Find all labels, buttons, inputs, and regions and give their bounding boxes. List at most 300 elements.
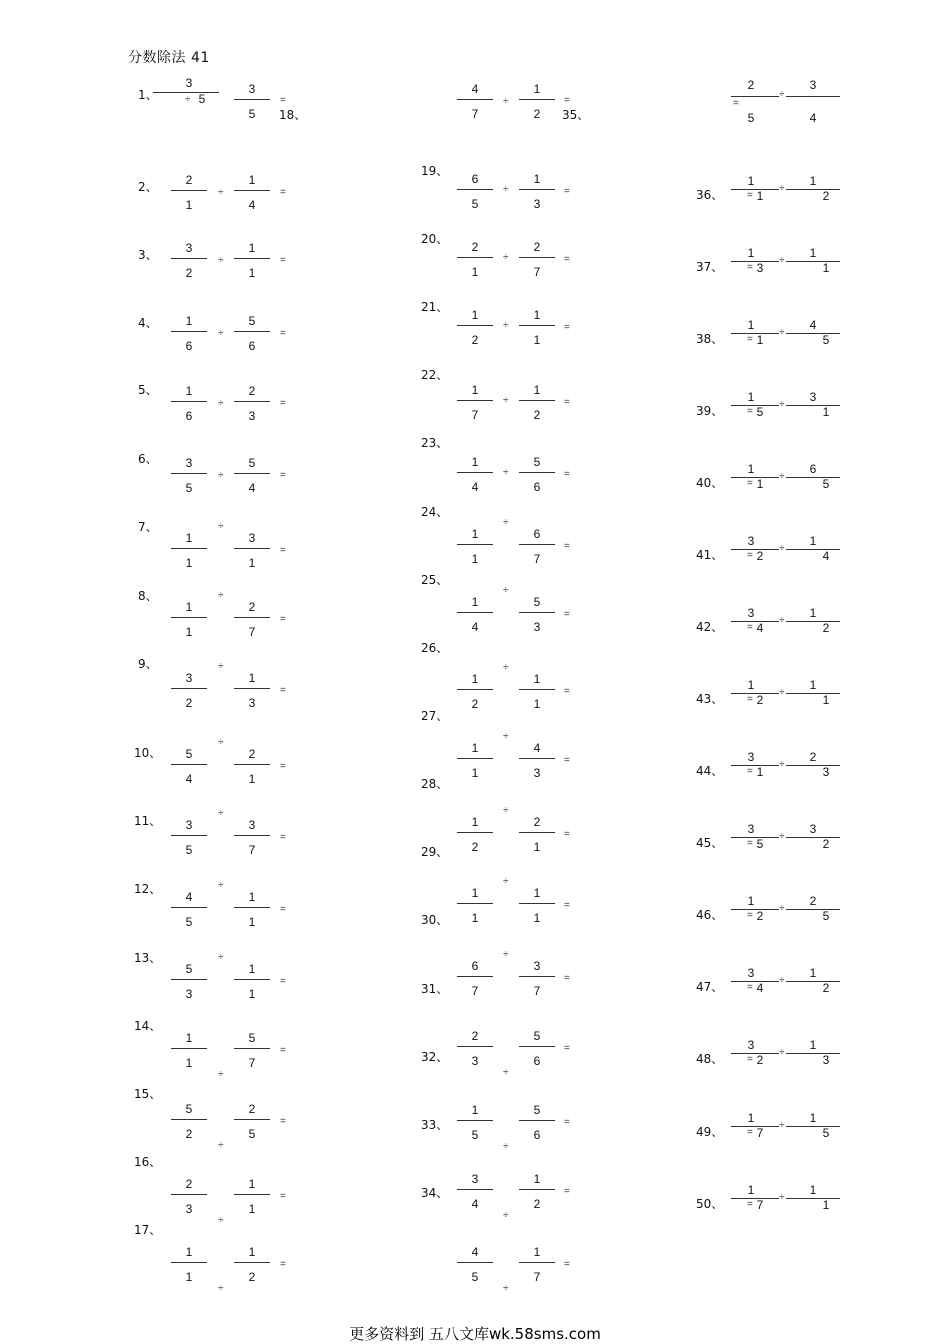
numerator: 3 (185, 671, 193, 685)
fraction-bar (786, 96, 840, 97)
equals-sign: = (564, 1043, 570, 1054)
denominator: 5 (822, 333, 830, 347)
numerator: 2 (471, 1029, 479, 1043)
problem-number: 11、 (134, 814, 162, 828)
numerator: 2 (185, 1177, 193, 1191)
denominator: 6 (248, 339, 256, 353)
numerator: 1 (185, 531, 193, 545)
numerator: 4 (533, 741, 541, 755)
equals-sign: = (564, 609, 570, 620)
denominator: 1 (533, 697, 541, 711)
numerator: 3 (747, 534, 755, 548)
numerator: 1 (471, 595, 479, 609)
equals-sign: = (564, 1117, 570, 1128)
denominator: 7 (248, 843, 256, 857)
division-sign: ÷ (503, 805, 509, 816)
denominator: 2 (185, 696, 193, 710)
equals-sign: = (280, 1116, 286, 1127)
denominator: 5 (471, 1128, 479, 1142)
numerator: 1 (747, 174, 755, 188)
equals-sign: = (564, 95, 570, 106)
equals-sign: = (564, 1259, 570, 1270)
division-sign: ÷ (503, 1210, 509, 1221)
numerator: 2 (248, 1102, 256, 1116)
problem-number: 29、 (421, 845, 449, 859)
problem-number: 27、 (421, 709, 449, 723)
division-sign: ÷ (218, 398, 224, 409)
fraction-bar (519, 400, 555, 401)
division-sign: ÷ (779, 903, 785, 914)
numerator: 1 (248, 671, 256, 685)
equals-sign: = (280, 187, 286, 198)
denominator: 3 (248, 696, 256, 710)
equals-sign: = (747, 334, 753, 345)
problem-number: 26、 (421, 641, 449, 655)
numerator: 6 (471, 172, 479, 186)
denominator: 2 (822, 837, 830, 851)
equals-sign: = (747, 550, 753, 561)
problem-number: 31、 (421, 982, 449, 996)
numerator: 1 (533, 886, 541, 900)
denominator: 7 (756, 1198, 764, 1212)
numerator: 1 (533, 82, 541, 96)
equals-sign: = (564, 755, 570, 766)
numerator: 1 (533, 308, 541, 322)
denominator: 1 (248, 915, 256, 929)
numerator: 1 (248, 173, 256, 187)
numerator: 5 (533, 595, 541, 609)
division-sign: ÷ (503, 731, 509, 742)
fraction-bar (519, 1262, 555, 1263)
fraction-bar (234, 1048, 270, 1049)
equals-sign: = (564, 186, 570, 197)
denominator: 5 (248, 1127, 256, 1141)
equals-sign: = (747, 190, 753, 201)
denominator: 3 (185, 987, 193, 1001)
problem-number: 35、 (562, 108, 590, 122)
equals-sign: = (564, 1186, 570, 1197)
numerator: 1 (533, 172, 541, 186)
division-sign: ÷ (218, 328, 224, 339)
division-sign: ÷ (218, 1140, 224, 1151)
numerator: 5 (185, 962, 193, 976)
fraction-bar (457, 1046, 493, 1047)
numerator: 1 (747, 894, 755, 908)
denominator: 7 (248, 1056, 256, 1070)
numerator: 1 (248, 962, 256, 976)
division-sign: ÷ (779, 1192, 785, 1203)
fraction-bar (234, 99, 270, 100)
denominator: 7 (756, 1126, 764, 1140)
denominator: 5 (756, 405, 764, 419)
problem-number: 19、 (421, 164, 449, 178)
denominator: 3 (533, 766, 541, 780)
numerator: 1 (471, 455, 479, 469)
denominator: 1 (822, 1198, 830, 1212)
equals-sign: = (564, 397, 570, 408)
denominator: 1 (471, 911, 479, 925)
problem-number: 23、 (421, 436, 449, 450)
denominator: 5 (822, 909, 830, 923)
division-sign: ÷ (779, 399, 785, 410)
fraction-bar (171, 764, 207, 765)
equals-sign: = (733, 98, 739, 109)
numerator: 3 (185, 76, 193, 90)
fraction-bar (171, 473, 207, 474)
fraction-bar (234, 617, 270, 618)
denominator: 4 (471, 1197, 479, 1211)
equals-sign: = (280, 685, 286, 696)
equals-sign: = (747, 262, 753, 273)
fraction-bar (519, 1120, 555, 1121)
division-sign: ÷ (218, 880, 224, 891)
denominator: 5 (185, 481, 193, 495)
numerator: 4 (809, 318, 817, 332)
division-sign: ÷ (503, 467, 509, 478)
fraction-bar (234, 1119, 270, 1120)
problem-number: 36、 (696, 188, 724, 202)
equals-sign: = (280, 1191, 286, 1202)
problem-number: 20、 (421, 232, 449, 246)
division-sign: ÷ (503, 184, 509, 195)
denominator: 5 (747, 111, 755, 125)
fraction-bar (457, 400, 493, 401)
problem-number: 38、 (696, 332, 724, 346)
numerator: 3 (747, 966, 755, 980)
problem-number: 1、 (138, 88, 158, 102)
equals-sign: = (564, 829, 570, 840)
division-sign: ÷ (779, 759, 785, 770)
equals-sign: = (564, 541, 570, 552)
numerator: 3 (747, 606, 755, 620)
numerator: 2 (471, 240, 479, 254)
fraction-bar (234, 1262, 270, 1263)
numerator: 3 (185, 456, 193, 470)
denominator: 5 (185, 843, 193, 857)
problem-number: 48、 (696, 1052, 724, 1066)
numerator: 1 (747, 1183, 755, 1197)
numerator: 1 (471, 815, 479, 829)
division-sign: ÷ (779, 471, 785, 482)
denominator: 3 (533, 620, 541, 634)
fraction-bar (519, 1046, 555, 1047)
problem-number: 45、 (696, 836, 724, 850)
equals-sign: = (564, 973, 570, 984)
division-sign: ÷ (503, 949, 509, 960)
numerator: 1 (185, 1245, 193, 1259)
numerator: 1 (809, 1038, 817, 1052)
equals-sign: = (747, 982, 753, 993)
numerator: 1 (185, 600, 193, 614)
numerator: 2 (248, 384, 256, 398)
numerator: 1 (185, 314, 193, 328)
division-sign: ÷ (218, 590, 224, 601)
equals-sign: = (747, 1127, 753, 1138)
fraction-bar (457, 189, 493, 190)
division-sign: ÷ (503, 1141, 509, 1152)
fraction-bar (234, 548, 270, 549)
numerator: 1 (533, 1245, 541, 1259)
problem-number: 43、 (696, 692, 724, 706)
problem-number: 24、 (421, 505, 449, 519)
problem-number: 14、 (134, 1019, 162, 1033)
equals-sign: = (280, 976, 286, 987)
problem-number: 15、 (134, 1087, 162, 1101)
numerator: 5 (533, 455, 541, 469)
denominator: 1 (471, 766, 479, 780)
problem-number: 13、 (134, 951, 162, 965)
numerator: 3 (185, 241, 193, 255)
denominator: 1 (822, 261, 830, 275)
denominator: 7 (471, 107, 479, 121)
denominator: 5 (185, 915, 193, 929)
denominator: 6 (533, 1128, 541, 1142)
numerator: 3 (747, 750, 755, 764)
denominator: 2 (471, 697, 479, 711)
denominator: 2 (471, 840, 479, 854)
denominator: 4 (185, 772, 193, 786)
fraction-bar (171, 1119, 207, 1120)
fraction-bar (234, 258, 270, 259)
denominator: 7 (471, 408, 479, 422)
problem-number: 34、 (421, 1186, 449, 1200)
numerator: 1 (809, 174, 817, 188)
denominator: 6 (185, 339, 193, 353)
division-sign: ÷ (503, 252, 509, 263)
division-sign: ÷ (503, 662, 509, 673)
equals-sign: = (564, 322, 570, 333)
denominator: 2 (756, 693, 764, 707)
fraction-bar (234, 835, 270, 836)
denominator: 1 (185, 556, 193, 570)
equals-sign: = (280, 398, 286, 409)
fraction-bar (171, 190, 207, 191)
numerator: 5 (248, 1031, 256, 1045)
problem-number: 18、 (279, 108, 307, 122)
equals-sign: = (747, 766, 753, 777)
fraction-bar (171, 1048, 207, 1049)
division-sign: ÷ (185, 94, 191, 105)
fraction-bar (457, 544, 493, 545)
problem-number: 32、 (421, 1050, 449, 1064)
fraction-bar (171, 835, 207, 836)
fraction-bar (519, 544, 555, 545)
numerator: 3 (809, 822, 817, 836)
numerator: 1 (533, 1172, 541, 1186)
numerator: 2 (533, 815, 541, 829)
fraction-bar (731, 96, 779, 97)
fraction-bar (457, 1189, 493, 1190)
denominator: 4 (471, 480, 479, 494)
denominator: 4 (822, 549, 830, 563)
fraction-bar (234, 401, 270, 402)
fraction-bar (519, 612, 555, 613)
division-sign: ÷ (503, 96, 509, 107)
fraction-bar (519, 472, 555, 473)
denominator: 1 (756, 333, 764, 347)
problem-number: 9、 (138, 657, 158, 671)
problem-number: 39、 (696, 404, 724, 418)
division-sign: ÷ (218, 661, 224, 672)
division-sign: ÷ (779, 543, 785, 554)
equals-sign: = (280, 95, 286, 106)
denominator: 2 (185, 1127, 193, 1141)
denominator: 5 (822, 1126, 830, 1140)
denominator: 5 (248, 107, 256, 121)
numerator: 1 (248, 1245, 256, 1259)
equals-sign: = (747, 478, 753, 489)
denominator: 6 (185, 409, 193, 423)
division-sign: ÷ (218, 737, 224, 748)
fraction-bar (234, 907, 270, 908)
numerator: 1 (747, 462, 755, 476)
equals-sign: = (280, 328, 286, 339)
numerator: 6 (471, 959, 479, 973)
denominator: 2 (533, 107, 541, 121)
denominator: 3 (248, 409, 256, 423)
fraction-bar (519, 99, 555, 100)
denominator: 1 (185, 198, 193, 212)
division-sign: ÷ (218, 187, 224, 198)
numerator: 6 (809, 462, 817, 476)
denominator: 6 (533, 1054, 541, 1068)
fraction-bar (457, 257, 493, 258)
division-sign: ÷ (779, 183, 785, 194)
denominator: 1 (756, 477, 764, 491)
problem-number: 47、 (696, 980, 724, 994)
denominator: 6 (533, 480, 541, 494)
fraction-bar (519, 189, 555, 190)
fraction-bar (171, 1194, 207, 1195)
fraction-bar (457, 1120, 493, 1121)
division-sign: ÷ (779, 1120, 785, 1131)
numerator: 1 (248, 241, 256, 255)
problem-number: 10、 (134, 746, 162, 760)
denominator: 7 (533, 1270, 541, 1284)
fraction-bar (234, 1194, 270, 1195)
fraction-bar (519, 976, 555, 977)
division-sign: ÷ (218, 808, 224, 819)
division-sign: ÷ (779, 255, 785, 266)
division-sign: ÷ (218, 952, 224, 963)
problem-number: 16、 (134, 1155, 162, 1169)
denominator: 1 (185, 1270, 193, 1284)
fraction-bar (457, 1262, 493, 1263)
numerator: 5 (248, 456, 256, 470)
equals-sign: = (280, 904, 286, 915)
numerator: 1 (747, 1111, 755, 1125)
numerator: 1 (471, 672, 479, 686)
denominator: 1 (756, 189, 764, 203)
equals-sign: = (280, 832, 286, 843)
division-sign: ÷ (779, 831, 785, 842)
problem-number: 12、 (134, 882, 162, 896)
problem-number: 41、 (696, 548, 724, 562)
numerator: 1 (471, 308, 479, 322)
numerator: 5 (248, 314, 256, 328)
numerator: 1 (809, 1183, 817, 1197)
fraction-bar (457, 689, 493, 690)
numerator: 3 (809, 390, 817, 404)
fraction-bar (519, 257, 555, 258)
numerator: 2 (809, 750, 817, 764)
denominator: 1 (822, 405, 830, 419)
footer-text: 更多资料到 五八文库wk.58sms.com (349, 1325, 601, 1343)
problem-number: 25、 (421, 573, 449, 587)
equals-sign: = (564, 900, 570, 911)
denominator: 4 (809, 111, 817, 125)
numerator: 3 (471, 1172, 479, 1186)
division-sign: ÷ (503, 1067, 509, 1078)
equals-sign: = (280, 545, 286, 556)
equals-sign: = (747, 406, 753, 417)
denominator: 4 (756, 621, 764, 635)
problem-number: 42、 (696, 620, 724, 634)
numerator: 1 (809, 678, 817, 692)
equals-sign: = (564, 254, 570, 265)
problem-number: 49、 (696, 1125, 724, 1139)
division-sign: ÷ (218, 1069, 224, 1080)
division-sign: ÷ (503, 517, 509, 528)
denominator: 2 (248, 1270, 256, 1284)
problem-number: 22、 (421, 368, 449, 382)
denominator: 2 (533, 1197, 541, 1211)
problem-number: 6、 (138, 452, 158, 466)
problem-number: 37、 (696, 260, 724, 274)
fraction-bar (171, 617, 207, 618)
numerator: 1 (747, 246, 755, 260)
numerator: 2 (185, 173, 193, 187)
denominator: 1 (471, 265, 479, 279)
division-sign: ÷ (218, 470, 224, 481)
numerator: 1 (809, 534, 817, 548)
numerator: 4 (471, 82, 479, 96)
equals-sign: = (564, 686, 570, 697)
numerator: 1 (471, 527, 479, 541)
numerator: 1 (533, 383, 541, 397)
denominator: 1 (185, 1056, 193, 1070)
denominator: 5 (198, 92, 206, 106)
numerator: 5 (185, 1102, 193, 1116)
fraction-bar (171, 401, 207, 402)
numerator: 3 (747, 1038, 755, 1052)
numerator: 6 (533, 527, 541, 541)
fraction-bar (457, 903, 493, 904)
numerator: 1 (747, 390, 755, 404)
numerator: 1 (248, 1177, 256, 1191)
fraction-bar (457, 758, 493, 759)
denominator: 4 (248, 481, 256, 495)
fraction-bar (457, 832, 493, 833)
problem-number: 50、 (696, 1197, 724, 1211)
fraction-bar (457, 472, 493, 473)
denominator: 3 (822, 765, 830, 779)
fraction-bar (171, 688, 207, 689)
numerator: 1 (471, 741, 479, 755)
division-sign: ÷ (503, 395, 509, 406)
problem-number: 2、 (138, 180, 158, 194)
denominator: 2 (756, 909, 764, 923)
numerator: 1 (185, 1031, 193, 1045)
problem-number: 21、 (421, 300, 449, 314)
denominator: 2 (822, 981, 830, 995)
numerator: 5 (533, 1103, 541, 1117)
denominator: 2 (533, 408, 541, 422)
denominator: 1 (533, 840, 541, 854)
equals-sign: = (747, 622, 753, 633)
numerator: 5 (185, 747, 193, 761)
division-sign: ÷ (779, 975, 785, 986)
